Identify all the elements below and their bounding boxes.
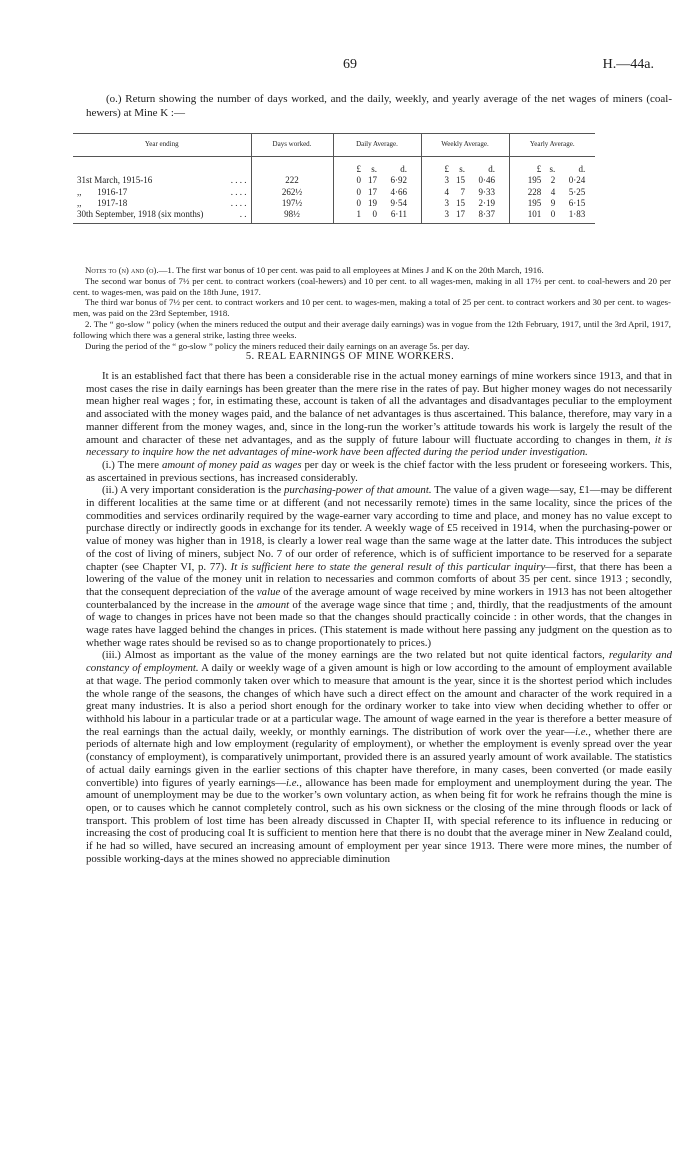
note-1: —1. The first war bonus of 10 per cent. was paid to all employees at Mines J and K on the 20th March, 1916. (158, 265, 544, 275)
yearly-pence: 1·83 (568, 209, 586, 220)
daily-pence: 6·92 (390, 175, 407, 186)
text-run: of the average amount of wage received by mine workers in 1913 has not been altogether counterbalanced by the increase in the (86, 585, 673, 611)
weekly-shillings: 17 (456, 209, 465, 220)
row-year: ,, 1916-17 (77, 186, 128, 197)
table-row (73, 175, 595, 186)
text-run: The value of a given wage—say, £1—may be different in different localities at the same time or at different (and not necessarily remote) times in the same locality, since the prices of the commodities and services ordinarily required by the wage-earner vary according to time and place, and money has no value except to purchase directly or indirectly goods in exchange for its tender. A weekly wage of £5 received in 1914, when the purchasing-power or value of money was higher than in 1918, is clearly a lower real wage than the same wage at the latter date. This introduces the subject of the cost of living of miners, subject No. 7 of our order of reference, which is of sufficient importance to be reserved for a separate chapter (see Chapter VI, p. 77). (86, 484, 672, 573)
daily-shillings: 19 (368, 197, 377, 208)
weekly-pounds: 4 (444, 186, 449, 197)
notes-label: Notes to (n) and (o). (85, 265, 159, 275)
text-run: per day or week is the chief factor with the less prudent or foreseeing workers. This, as ascertained in previous sections, has increased considerably. (86, 458, 672, 484)
col-yearly-header: Yearly Average. (509, 134, 595, 157)
weekly-pence: 9·33 (478, 186, 495, 197)
daily-pence: 9·54 (390, 197, 407, 208)
page-number: 69 (343, 57, 357, 72)
row-dots: . . (239, 209, 247, 220)
unit-pence: d. (400, 164, 407, 174)
italic-run: It is sufficient here to state the general result of this particular inquiry (230, 560, 546, 573)
table-notes (73, 265, 671, 351)
daily-shillings: 17 (368, 175, 377, 186)
text-run: , whether there are periods of alternate high and low employment (regularity of employment), or whether the employment is evenly spread over the year (constancy of employment), is comparatively unimportant, provided there is an assured yearly amount of work available. The statistics of actual daily earnings given in the earlier sections of this chapter have therefore, in many cases, been converted (or made easily convertible) into figures of yearly earnings— (86, 725, 672, 789)
italic-run: regularity and constancy of employment. (86, 649, 672, 675)
daily-pounds: 1 (356, 209, 361, 220)
weekly-pence: 2·19 (478, 197, 495, 208)
italic-run: purchasing-power of that amount. (283, 484, 432, 497)
row-year: 30th September, 1918 (six months) (77, 209, 204, 220)
table-unit-row (73, 164, 595, 175)
unit-pounds: £ (536, 164, 542, 174)
weekly-pence: 8·37 (478, 209, 495, 220)
weekly-pounds: 3 (444, 209, 449, 220)
text-run: (iii.) Almost as important as the value of the money earnings are the two related but not quite identical factors, (102, 649, 609, 662)
text-run: (ii.) A very important consideration is the (102, 484, 284, 497)
daily-pence: 6·11 (390, 209, 407, 220)
italic-run: amount of money paid as wages (161, 458, 302, 471)
italic-run: i.e. (575, 725, 589, 738)
text-run: of the average wage since that time ; and, thirdly, that the readjustments of the amount of wage to changes in prices have not been made so that the changes should practically coincide : in other words, that the changes in wage rates have lagged behind the changes in prices. (This statement is made without here passing any judgment on the question as to whether wage rates should be revised so as to change proportionately to prices.) (86, 598, 673, 649)
wages-table (73, 133, 595, 224)
daily-pounds: 0 (356, 186, 361, 197)
yearly-shillings: 0 (550, 209, 556, 220)
unit-pence: d. (488, 164, 495, 174)
table-header-row (73, 134, 595, 157)
yearly-pounds: 195 (527, 175, 542, 186)
paragraph-intro (86, 370, 672, 459)
yearly-pence: 0·24 (568, 175, 586, 186)
daily-pounds: 0 (356, 175, 361, 186)
row-days: 222 (285, 175, 299, 186)
note-5: During the period of the “ go-slow ” policy the miners reduced their daily earnings on an average 5s. per day. (85, 340, 470, 351)
col-year-header: Year ending (73, 134, 251, 157)
weekly-pounds: 3 (444, 175, 449, 186)
document-code: H.—44a. (602, 57, 654, 72)
weekly-pence: 0·46 (478, 175, 495, 186)
weekly-pounds: 3 (444, 197, 449, 208)
text-run: —first, that there has been a lowering of the value of the money unit in relation to necessaries and common comforts of about 35 per cent. since 1913 ; secondly, that the consequent depreciation of the (86, 560, 673, 598)
col-days-header: Days worked. (251, 134, 333, 157)
paragraph-purchasing-power (86, 484, 672, 649)
yearly-pounds: 101 (527, 209, 542, 220)
row-dots: . . . . (230, 175, 247, 186)
weekly-shillings: 15 (456, 197, 465, 208)
paragraph-money-amount (86, 459, 672, 484)
text-run: , allowance has been made for employment and unemployment during the year. The amount of unemployment may be due to the worker’s own voluntary action, as when being fit for work he refrains though the mine is open, or to causes which he cannot completely control, such as his own sickness or the closing of the mine through floods or lack of transport. This problem of lost time has been already discussed in Chapter II, with special reference to its influence in reducing or increasing the cost of producing coal It is sufficient to mention here that there is no doubt that the average miner in New Zealand could, if he had so willed, have secured an increasing amount of employment per year since 1913. There were more mines, the number of possible working-days at the mines showed no appreciable diminution (86, 776, 672, 865)
unit-shillings: s. (549, 164, 556, 174)
italic-run: value (256, 585, 281, 598)
text-run: (i.) The mere (102, 458, 162, 471)
yearly-pounds: 228 (527, 186, 542, 197)
note-4: 2. The “ go-slow ” policy (when the miners reduced the output and their average daily earnings) was in vogue from the 12th February, 1917, until the 3rd April, 1917, following which there was a general strike, lasting three weeks. (73, 318, 671, 340)
yearly-pence: 6·15 (568, 197, 586, 208)
unit-shillings: s. (459, 164, 465, 174)
row-year: ,, 1917-18 (77, 197, 128, 208)
note-2: The second war bonus of 7½ per cent. to contract workers (coal-hewers) and 10 per cent. to all wages-men, making in all 17½ per cent. to coal-hewers and 20 per cent. to wages-men, was paid on the 18th June, 1917. (73, 275, 671, 297)
italic-run: amount (256, 598, 290, 611)
table-row (73, 198, 595, 209)
text-run: A daily or weekly wage of a given amount is high or low according to the amount of employment available at that wage. The period commonly taken over which to measure that amount is the year, since it is the shortest period which includes the whole range of the seasons, the changes of which have such a direct effect on the amount and character of the work required in a great many industries. It is also a period short enough for the ordinary worker to take into view when deciding whether to offer or withhold his labour in a particular trade or at a particular wage. The amount of wage earned in the year is therefore a better measure of the real earnings than the actual daily, weekly, or monthly earnings. The distribution of work over the year— (86, 662, 672, 738)
unit-pounds: £ (444, 164, 449, 174)
unit-shillings: s. (371, 164, 377, 174)
row-days: 197½ (281, 197, 303, 208)
yearly-shillings: 2 (550, 175, 556, 186)
row-dots: . . . . (230, 197, 247, 208)
col-daily-header: Daily Average. (333, 134, 421, 157)
yearly-pounds: 195 (527, 197, 542, 208)
row-days: 98½ (284, 209, 300, 220)
row-dots: . . . . (230, 186, 247, 197)
table-intro: (o.) Return showing the number of days worked, and the daily, weekly, and yearly average of the net wages of miners (coal-hewers) at Mine K :— (86, 93, 672, 119)
section-title: 5. REAL EARNINGS OF MINE WORKERS. (245, 351, 455, 362)
daily-shillings: 17 (368, 186, 377, 197)
table-spacer-row (73, 157, 595, 165)
table-row (73, 187, 595, 198)
note-paragraph (73, 265, 671, 276)
yearly-pence: 5·25 (568, 186, 586, 197)
row-year: 31st March, 1915-16 (77, 175, 153, 186)
weekly-shillings: 15 (456, 175, 465, 186)
italic-run: it is necessary to inquire how the net advantages of mine-work have been affected during the period under investigation. (86, 433, 672, 459)
body-text (86, 370, 672, 865)
daily-pounds: 0 (356, 197, 361, 208)
row-days: 262½ (281, 186, 303, 197)
note-3: The third war bonus of 7½ per cent. to contract workers and 10 per cent. to wages-men, making a total of 25 per cent. to contract workers and 30 per cent. to wages-men, was paid on the 23rd September, 1918. (73, 297, 671, 319)
col-weekly-header: Weekly Average. (421, 134, 509, 157)
daily-pence: 4·66 (390, 186, 407, 197)
yearly-shillings: 9 (550, 197, 556, 208)
unit-pence: d. (578, 164, 586, 174)
yearly-shillings: 4 (550, 186, 556, 197)
weekly-shillings: 7 (460, 186, 465, 197)
text-run: It is an established fact that there has been a considerable rise in the actual money earnings of mine workers since 1913, and that in most cases the rise in daily earnings has been greater than the mere rise in the rates of pay. But higher money wages do not necessarily mean higher real wages ; for, in estimating these, account is taken of all the advantages and disadvantages peculiar to the employment and associated with the money wages paid, and the balance of net advantages is thus ascertained. This balance, therefore, may vary in a manner different from the money wages, and, since in the long-run the worker’s attitude towards his work is largely the result of the amount and character of these net advantages, and as the supply of future labour will fluctuate according to changes in them, (86, 370, 672, 446)
paragraph-employment (86, 649, 672, 865)
unit-pounds: £ (356, 164, 361, 174)
daily-shillings: 0 (372, 209, 377, 220)
table-row (73, 209, 595, 224)
italic-run: i.e. (286, 776, 300, 789)
